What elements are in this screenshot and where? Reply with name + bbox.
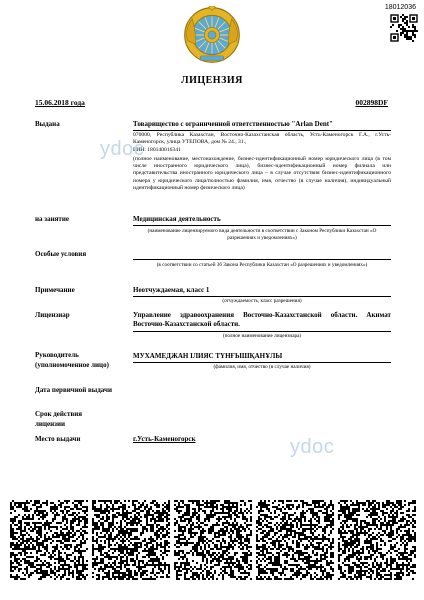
activity-note: (наименование лицензируемого вида деятельности в соответствии с Законом Республики Казахстан «О разрешениях и уведомлениях») <box>147 228 377 241</box>
remark-note: (отчуждаемость, класс разрешения) <box>222 298 302 304</box>
head-label-sub: (уполномоченное лицо) <box>35 361 109 369</box>
remark-label: Примечание <box>35 286 75 294</box>
activity-label: на занятие <box>35 215 69 223</box>
first-issue-label: Дата первичной выдачи <box>35 386 113 394</box>
issued-to-note: (полное наименование, местонахождение, бизнес-идентификационный номер юридического лица (в том числе иностранного юридического лица), бизнес-идентификационный номер филиала или представительства иностранного юридического лица – в случае отсутствия бизнес-идентификационного номера у юридического лица/полностью фамилия, имя, отчество (в случае наличия), индивидуальный идентификационный номер физического лица) <box>133 156 391 191</box>
licensor-value: Управление здравоохранения Восточно-Казахстанской области. Акимат Восточно-Казахстанской области. <box>133 311 391 328</box>
divider <box>133 331 391 332</box>
watermark: ydoc <box>100 138 145 160</box>
divider <box>133 225 391 226</box>
state-emblem-icon <box>183 6 241 64</box>
license-number: 002898DF <box>355 98 388 107</box>
validity-label: Срок действия <box>35 410 83 418</box>
divider <box>133 296 391 297</box>
barcode-block-1 <box>10 500 88 580</box>
head-note: (фамилия, имя, отчество (в случае наличия) <box>213 364 311 370</box>
issued-to-bin: БИН: 180140016341 <box>133 147 181 153</box>
remark-value: Неотчуждаемая, класс 1 <box>133 286 210 294</box>
document-id: 18012036 <box>384 4 416 11</box>
issued-to-address: 070000, Республика Казахстан, Восточно-Казахстанская область, Усть-Каменогорск Г.А., г.Усть-Каменогорск, улица УТЕПОВА, дом № 24., 31., <box>133 132 391 146</box>
validity-label-sub: лицензии <box>35 420 66 428</box>
activity-value: Медицинская деятельность <box>133 215 221 223</box>
issued-to-value: Товарищество с ограниченной ответственностью "Arlan Dent" <box>133 120 333 128</box>
place-label: Место выдачи <box>35 435 81 443</box>
issued-to-label: Выдана <box>35 120 60 128</box>
qr-code-icon <box>390 14 418 42</box>
divider <box>133 362 391 363</box>
barcode-block-5 <box>338 500 416 580</box>
barcode-block-3 <box>174 500 252 580</box>
divider <box>133 130 391 131</box>
barcode-block-2 <box>92 500 170 580</box>
watermark: ydoc <box>290 436 335 458</box>
issue-date: 15.06.2018 года <box>35 98 85 107</box>
place-value: г.Усть-Каменогорск <box>133 435 196 443</box>
head-value: МУХАМЕДЖАН ІЛИЯС ТҮНҒЫШҚАНҰЛЫ <box>133 352 283 360</box>
licensor-note: (полное наименование лицензиара) <box>222 333 302 339</box>
conditions-note: (в соответствии со статьей 36 Закона Республики Казахстан «О разрешениях и уведомлениях») <box>156 262 368 268</box>
divider <box>133 259 391 260</box>
licensor-label: Лицензиар <box>35 311 70 319</box>
head-label: Руководитель <box>35 351 79 359</box>
conditions-label: Особые условия <box>35 250 87 258</box>
barcode-block-4 <box>256 500 334 580</box>
document-title: ЛИЦЕНЗИЯ <box>181 75 243 86</box>
